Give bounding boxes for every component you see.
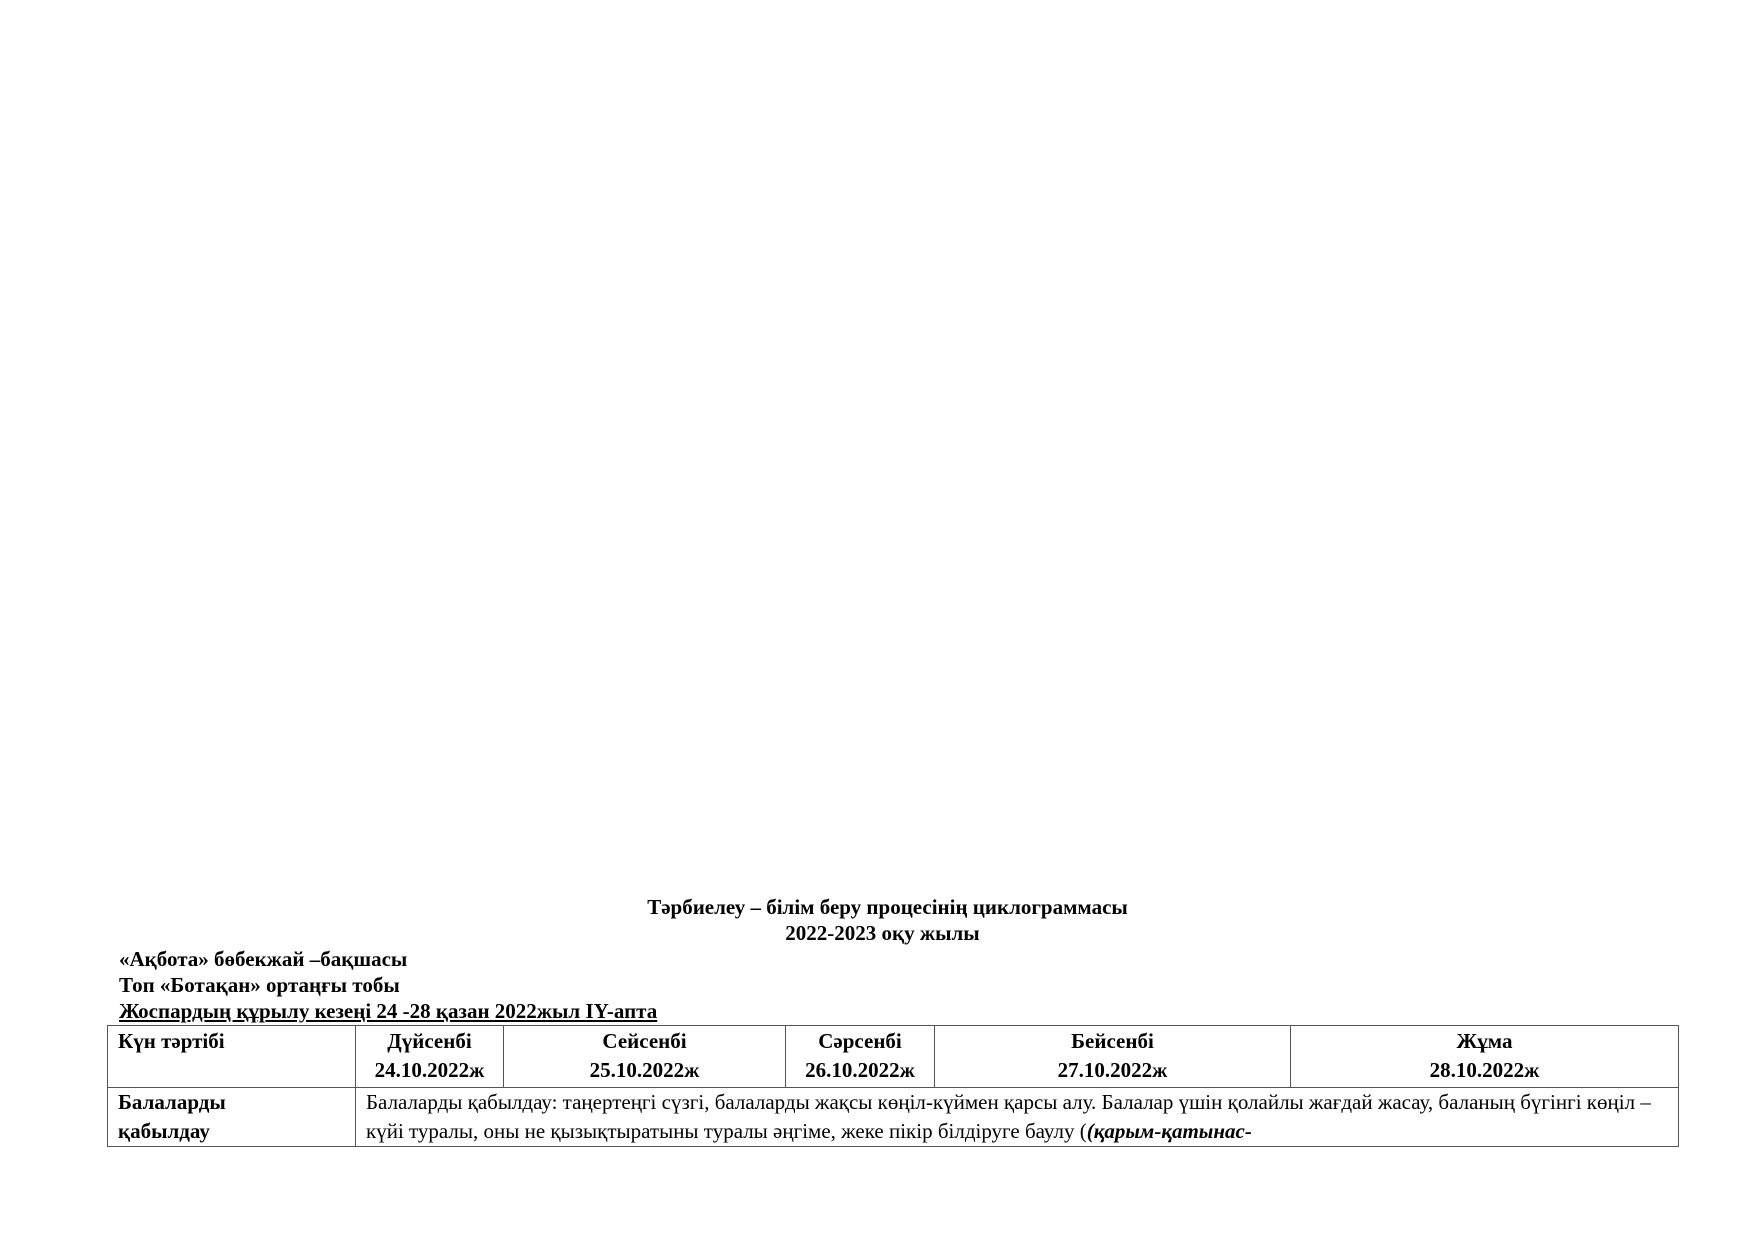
header-daily-routine: Күн тәртібі: [108, 1026, 356, 1088]
day-date: 27.10.2022ж: [1057, 1058, 1168, 1082]
row-content-text: Балаларды қабылдау: таңертеңгі сүзгі, балаларды жақсы көңіл-күймен қарсы алу. Балалар үшін қолайлы жағдай жасау, баланың бүгінгі көңіл – күйі туралы, оны не қызықтыратыны туралы әңгіме, жеке пікір білдіруге баулу (: [366, 1090, 1651, 1143]
document-title: Тәрбиелеу – білім беру процесінің циклограммасы: [647, 895, 1128, 919]
row-label-line: Балаларды: [118, 1090, 226, 1114]
header-day-thursday: [935, 1026, 1291, 1088]
header-day-monday: [356, 1026, 504, 1088]
kindergarten-name: «Ақбота» бөбекжай –бақшасы: [119, 947, 408, 971]
day-date: 28.10.2022ж: [1429, 1058, 1540, 1082]
day-name: Сәрсенбі: [818, 1029, 902, 1053]
schedule-table: [107, 1025, 1679, 1147]
row-label-line: қабылдау: [118, 1119, 210, 1143]
day-name: Жұма: [1456, 1029, 1513, 1053]
header-day-tuesday: [504, 1026, 786, 1088]
day-date: 24.10.2022ж: [374, 1058, 485, 1082]
day-name: Сейсенбі: [602, 1029, 687, 1053]
row-content-reception: [356, 1088, 1679, 1147]
group-name: Топ «Ботақан» ортаңғы тобы: [119, 973, 400, 997]
day-date: 26.10.2022ж: [805, 1058, 915, 1082]
academic-year: 2022-2023 оқу жылы: [785, 921, 980, 945]
header-day-friday: [1291, 1026, 1679, 1088]
table-row: [108, 1088, 1679, 1147]
plan-period: Жоспардың құрылу кезеңі 24 -28 қазан 2022жыл IY-апта: [119, 999, 658, 1023]
day-name: Бейсенбі: [1071, 1029, 1154, 1053]
day-name: Дүйсенбі: [387, 1029, 472, 1053]
header-day-wednesday: [786, 1026, 935, 1088]
table-header-row: [108, 1026, 1679, 1088]
row-label-reception: [108, 1088, 356, 1147]
row-content-emphasis: (қарым-қатынас-: [1086, 1119, 1252, 1143]
day-date: 25.10.2022ж: [589, 1058, 700, 1082]
